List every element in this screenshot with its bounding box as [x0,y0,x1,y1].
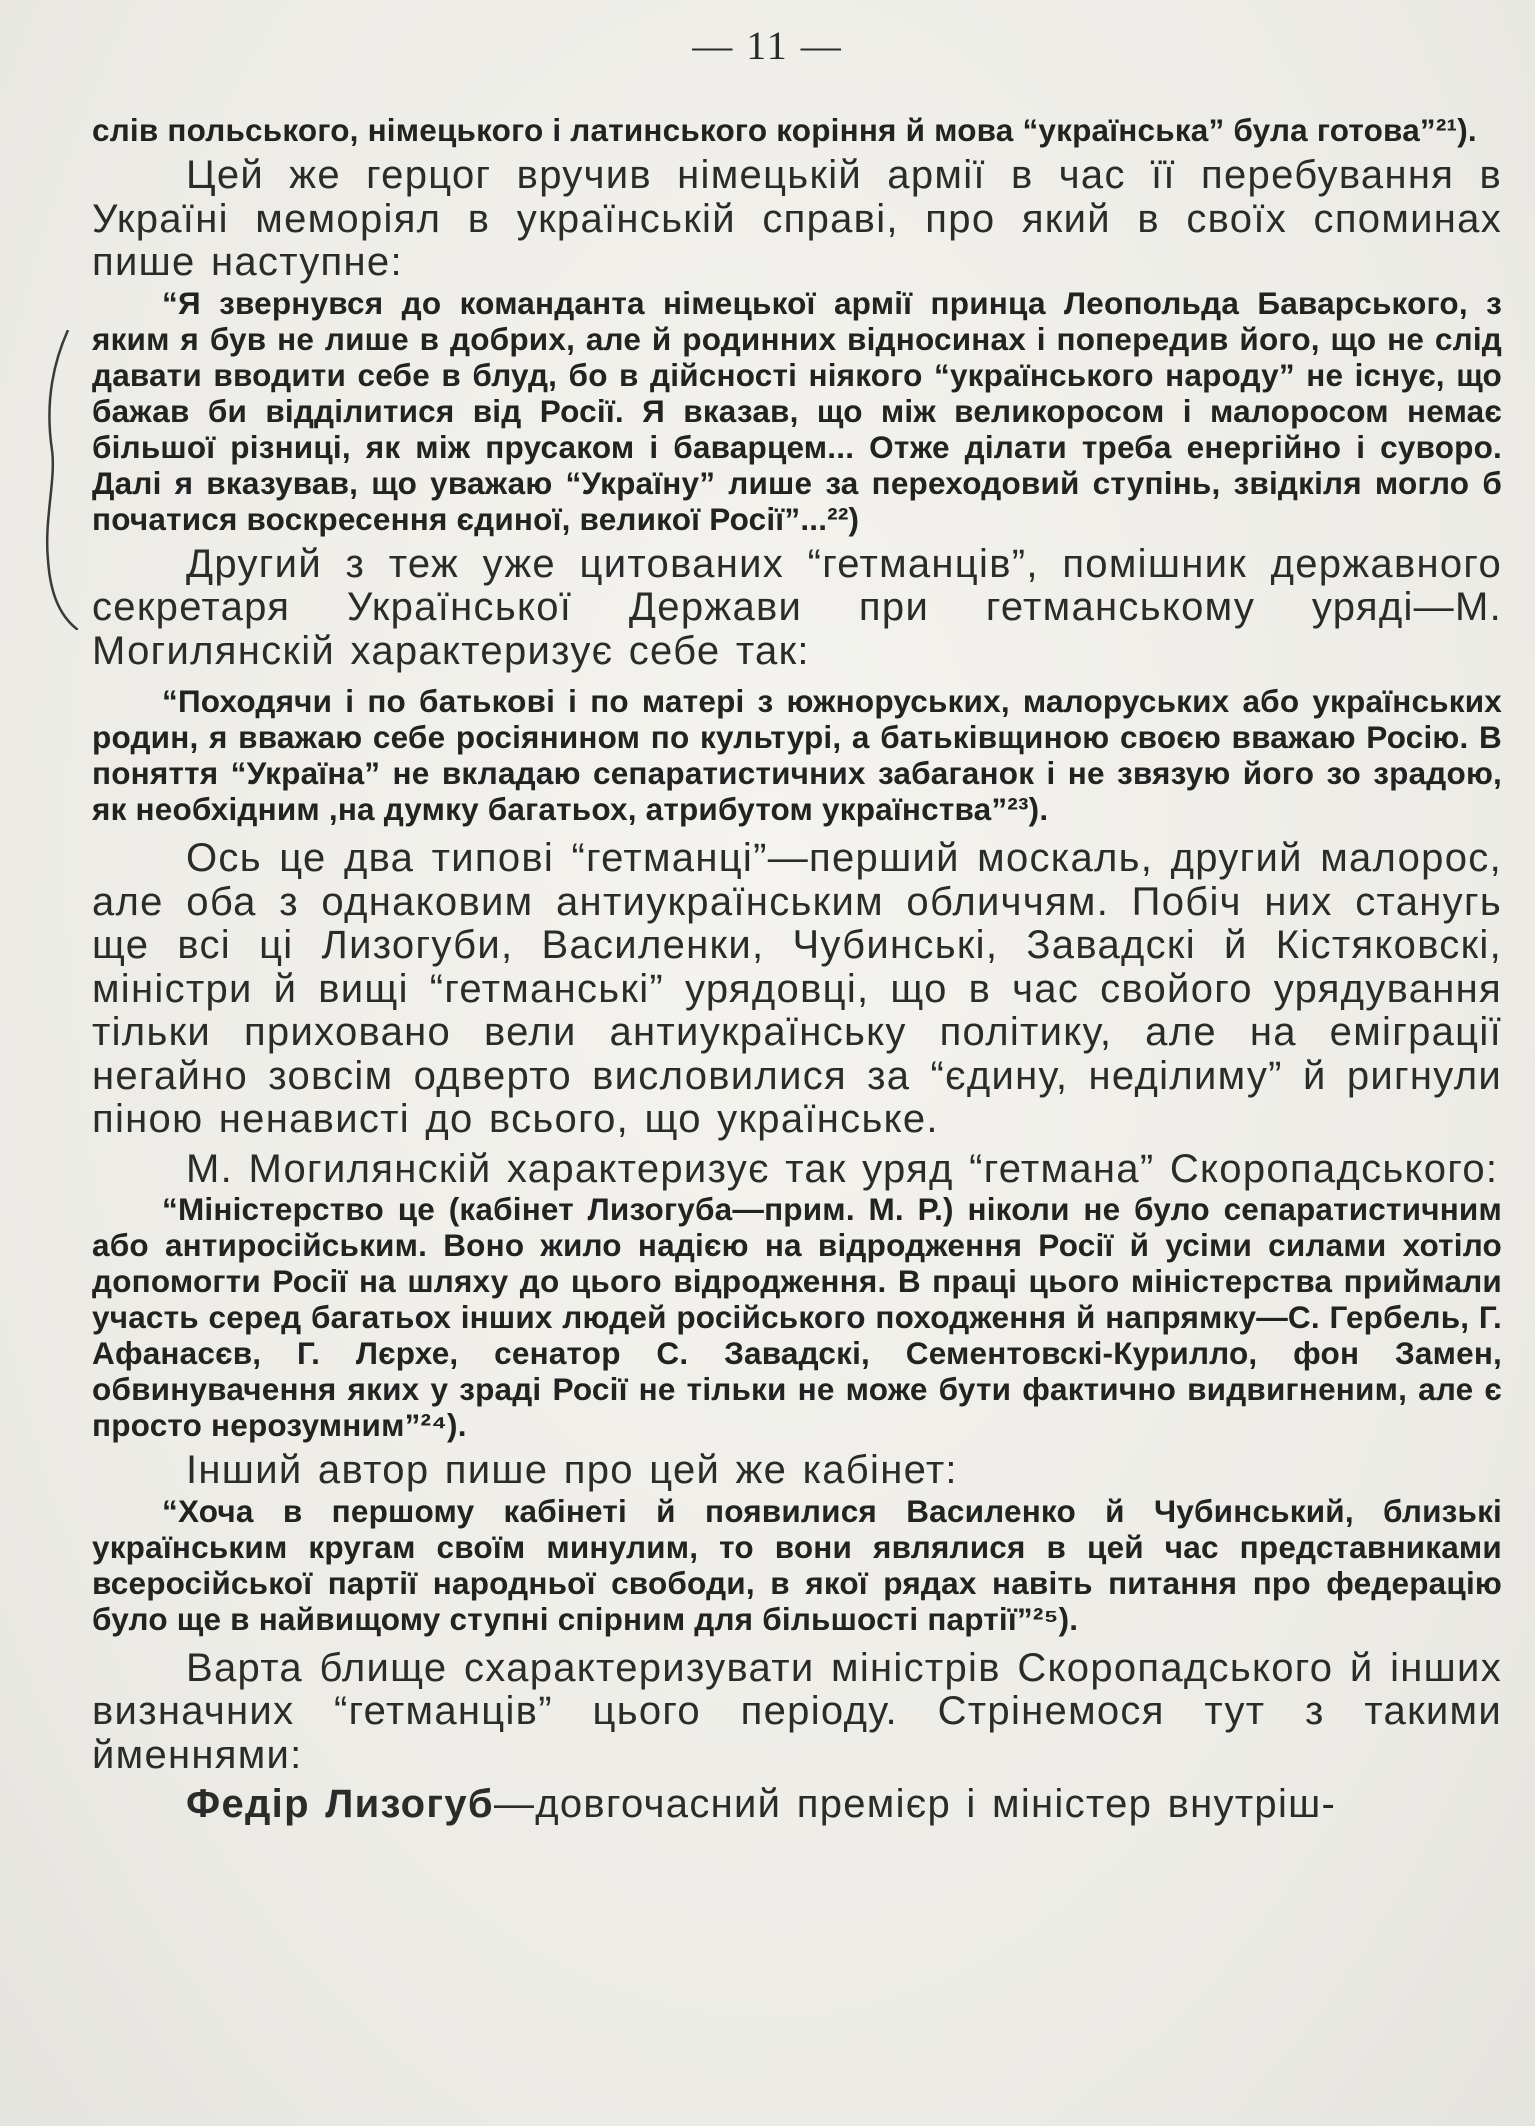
body-paragraph-duke-memorial: Цей же герцог вручив німецькій армії в час її перебування в Україні меморіял в українській справі, про який в своїх споминах пише наступне: [92,153,1502,284]
handwritten-bracket-mark [38,330,78,630]
page-number: — 11 — [692,23,843,68]
paragraph-continuation: слів польського, німецького і латинського коріння й мова “українська” була готова”²¹). [92,112,1477,148]
quote-first-cabinet: “Хоча в першому кабінеті й появилися Василенко й Чубинський, близькі українським кругам своїм минулим, то вони являлися в цей час представниками всеросійської партії народньої свободи, в якої рядах навіть питання про федерацію було ще в найвищому ступні спірним для більшості партії”²⁵). [92,1492,1502,1637]
body-paragraph-other-author: Інший автор пише про цей же кабінет: [186,1448,958,1492]
body-paragraph-mohylianskyi: Другий з теж уже цитованих “гетманців”, помішник державного секретаря Української Держави при гетманському уряді—М. Могилянскій характеризує себе так: [92,541,1502,673]
body-paragraph-ministers: Варта блище схарактеризувати міністрів Скоропадського й інших визначних “гетманців” цього періоду. Стрінемося тут з такими йменнями: [92,1645,1502,1777]
quote-ministry: “Міністерство це (кабінет Лизогуба—прим. М. Р.) ніколи не було сепаратистичним або антиросійським. Воно жило надією на відродження Росії й усіми силами хотіло допомогти Росії на шляху до цього відродження. В праці цього міністерства приймали участь серед багатьох інших людей російського походження й напрямку—С. Гербель, Г. Афанасєв, Г. Лєрхе, сенатор С. Завадскі, Сементовскі-Курилло, фон Замен, обвинувачення яких у зраді Росії не тільки не може бути фактично видвигненим, але є просто нерозумним”²⁴). [92,1191,1502,1443]
lyzohub-description: —довгочасний премієр і міністер внутріш- [493,1782,1337,1826]
name-lyzohub: Федір Лизогуб [186,1782,494,1826]
body-paragraph-government: М. Могилянскій характеризує так уряд “гетмана” Скоропадського: [186,1146,1499,1191]
body-paragraph-lyzohub [92,1783,1502,1827]
quote-leopold: “Я звернувся до команданта німецької армії принца Леопольда Баварського, з яким я був не лише в добрих, але й родинних відносинах і попередив його, що не слід давати вводити себе в блуд, бо в дійсності ніякого “українського народу” не існує, що бажав би відділитися від Росії. Я вказав, що між великоросом і малоросом немає більшої різниці, як між прусаком і баварцем... Отже ділати треба енергійно і суворо. Далі я вказував, що уважаю “Україну” лише за переходовий ступінь, звідкіля могло б початися воскресення єдиної, великої Росії”...²²) [92,284,1502,537]
document-body [92,112,1502,1827]
quote-mohylianskyi-self: “Походячи і по батькові і по матері з южноруських, малоруських або українських родин, я вважаю себе росіянином по культурі, а батьківщиною своєю вважаю Росію. В поняття “Україна” не вкладаю сепаратистичних забаганок і не звязую його зо зрадою, як необхідним ,на думку багатьох, атрибутом українства”²³). [92,683,1502,827]
body-paragraph-hetmantsi: Ось це два типові “гетманці”—перший москаль, другий малорос, але оба з однаковим антиукраїнським обличчям. Побіч них станугь ще всі ці Лизогуби, Василенки, Чубинські, Завадскі й Кістяковскі, міністри й вищі “гетманські” урядовці, що в час свойого урядування тільки приховано вели антиукраїнську політику, але на еміграції негайно зовсім одверто висловилися за “єдину, неділиму” й ригнули піною ненависті до всього, що українське. [92,836,1502,1141]
